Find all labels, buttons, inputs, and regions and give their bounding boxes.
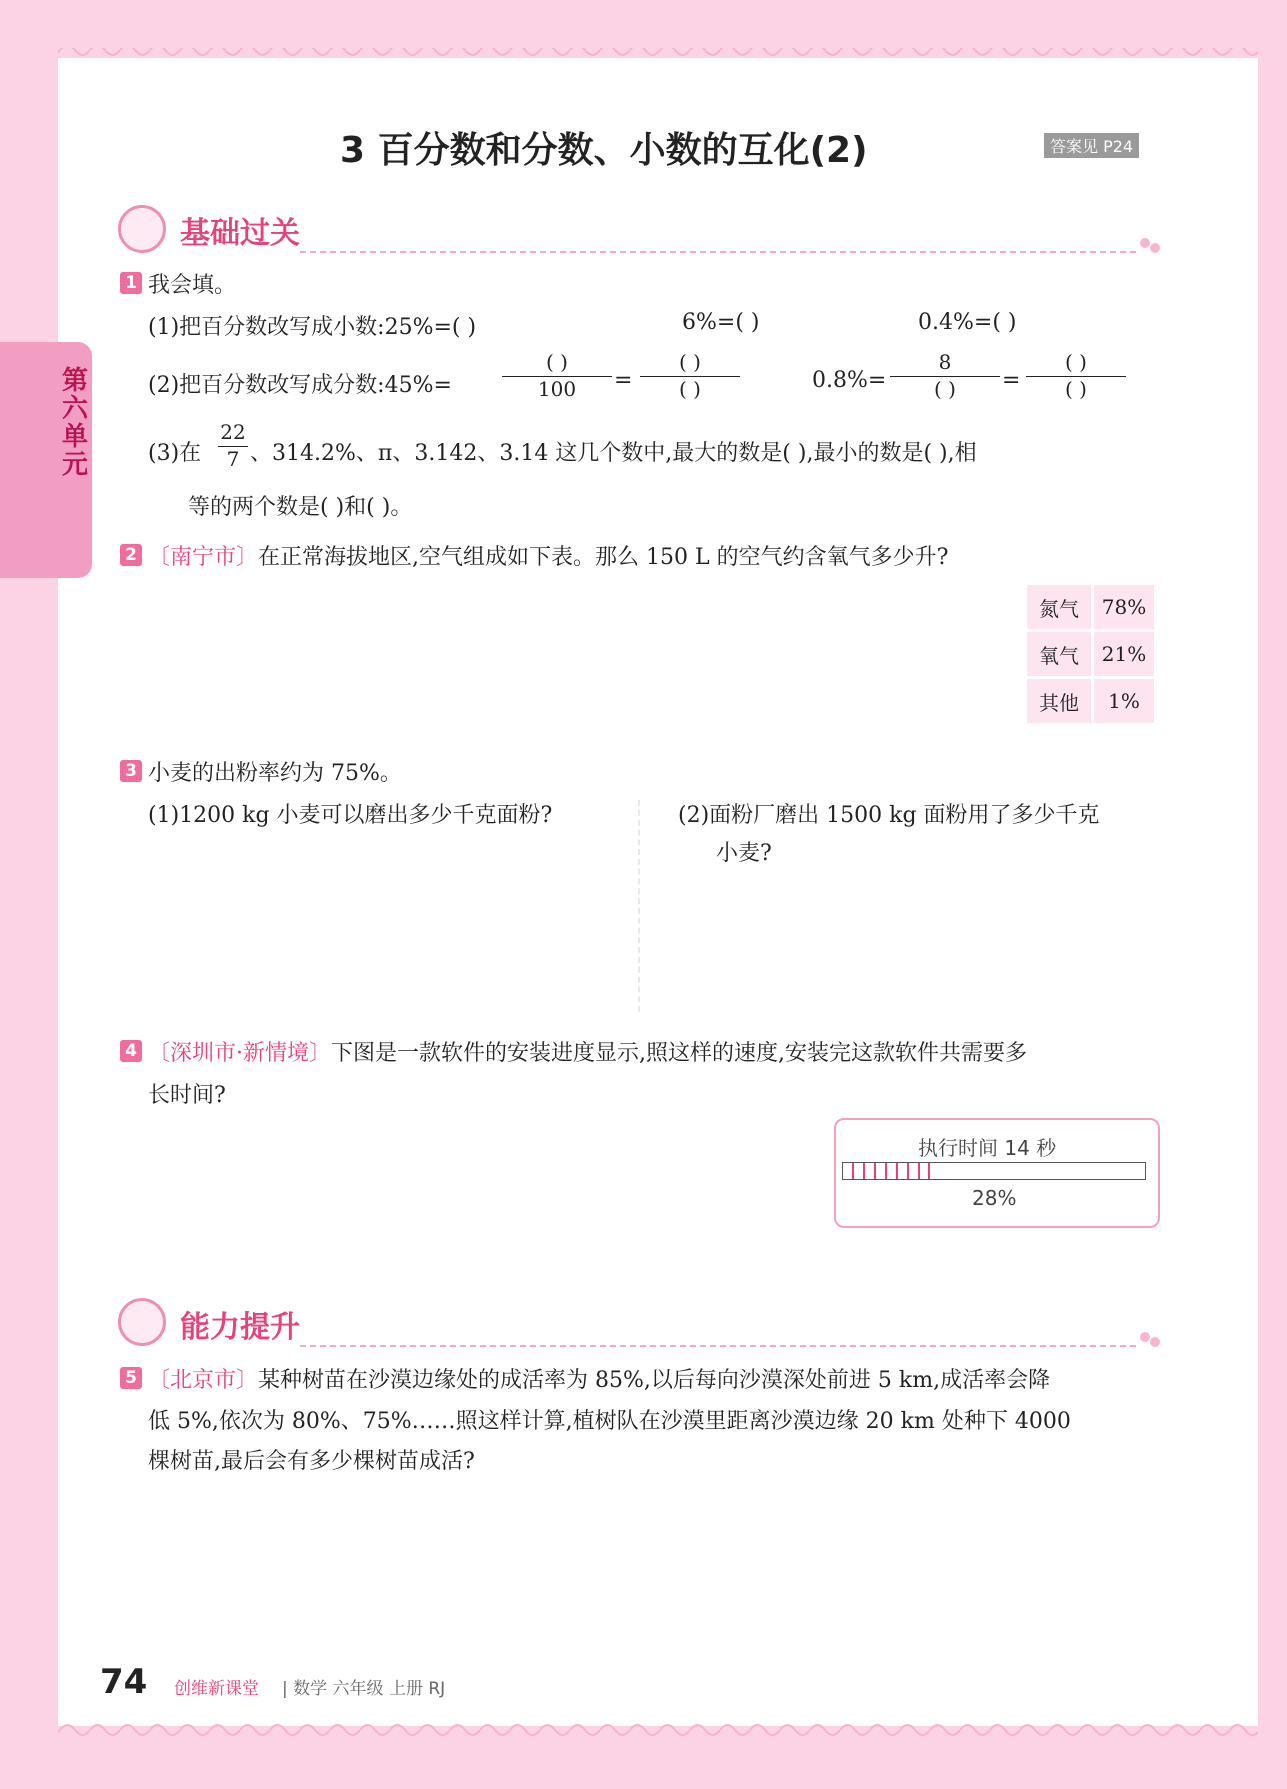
table-row: 氧气 21% — [1027, 632, 1154, 676]
fraction: $\frac{22}{7}$ — [218, 420, 248, 471]
q4-source: 〔深圳市·新情境〕 — [148, 1041, 331, 1066]
q3-part2-line2: 小麦? — [716, 841, 772, 866]
column-divider — [638, 800, 640, 1012]
q4-text-line2: 长时间? — [148, 1083, 226, 1108]
table-row: 其他 1% — [1027, 679, 1154, 723]
q3-stem: 小麦的出粉率约为 75%。 — [148, 761, 402, 786]
unit-side-tab-label: 第六单元 — [57, 366, 88, 478]
q1-part1-b: 6%=( ) — [682, 310, 760, 335]
q1-part3-line2: 等的两个数是( )和( )。 — [188, 495, 413, 520]
footer-brand: 创维新课堂 — [174, 1679, 259, 1699]
q5-body: 某种树苗在沙漠边缘处的成活率为 85%,以后每向沙漠深处前进 5 km,成活率会降 — [258, 1368, 1051, 1393]
divider-dot — [1140, 1332, 1150, 1342]
progress-percent-label: 28% — [972, 1186, 1017, 1210]
q1-part1: (1)把百分数改写成小数:25%=( ) — [148, 315, 477, 340]
fraction: ( ) ( ) — [640, 350, 740, 401]
question-number: 5 — [120, 1367, 142, 1389]
q1-part2-b: 0.8%= — [812, 368, 887, 393]
fraction: ( ) ( ) — [1026, 350, 1126, 401]
q1-part1-c: 0.4%=( ) — [918, 310, 1017, 335]
fraction: 8 ( ) — [890, 350, 1000, 401]
divider-dot — [1150, 243, 1160, 253]
q5-source: 〔北京市〕 — [148, 1368, 259, 1393]
q1-part3-prefix: (3)在 — [148, 441, 202, 466]
q5-text-line3: 棵树苗,最后会有多少棵树苗成活? — [148, 1449, 475, 1474]
q4-body: 下图是一款软件的安装进度显示,照这样的速度,安装完这款软件共需要多 — [331, 1041, 1027, 1066]
section-heading-basic: 基础过关 — [180, 216, 300, 251]
q4-text — [148, 1036, 1027, 1067]
page-title: 3 百分数和分数、小数的互化(2) — [340, 130, 868, 171]
equals-sign: = — [1002, 368, 1021, 393]
divider-dot — [1140, 238, 1150, 248]
table-row: 氮气 78% — [1027, 585, 1154, 629]
q2-body: 在正常海拔地区,空气组成如下表。那么 150 L 的空气约含氧气多少升? — [258, 545, 949, 570]
answer-reference-badge: 答案见 P24 — [1044, 133, 1139, 158]
air-composition-table — [1024, 582, 1157, 726]
section-heading-advanced: 能力提升 — [180, 1310, 300, 1345]
q3-part2: (2)面粉厂磨出 1500 kg 面粉用了多少千克 — [678, 803, 1100, 828]
q2-text — [148, 540, 948, 571]
progress-bar-fill — [843, 1163, 930, 1179]
divider-dot — [1150, 1337, 1160, 1347]
q3-part1: (1)1200 kg 小麦可以磨出多少千克面粉? — [148, 803, 553, 828]
fraction: ( ) 100 — [502, 350, 612, 401]
girl-avatar-icon — [118, 205, 166, 253]
q1-stem: 我会填。 — [148, 273, 237, 298]
execution-time-label: 执行时间 14 秒 — [918, 1136, 1057, 1160]
q1-part2: (2)把百分数改写成分数:45%= — [148, 373, 452, 398]
section-divider — [300, 1345, 1136, 1347]
q5-text — [148, 1363, 1050, 1394]
equals-sign: = — [614, 368, 633, 393]
progress-bar — [842, 1162, 1146, 1180]
question-number: 1 — [120, 272, 142, 294]
question-number: 2 — [120, 544, 142, 566]
q2-source: 〔南宁市〕 — [148, 545, 259, 570]
question-number: 3 — [120, 760, 142, 782]
section-divider — [300, 251, 1136, 253]
question-number: 4 — [120, 1040, 142, 1062]
page-number: 74 — [100, 1662, 148, 1702]
boy-avatar-icon — [118, 1298, 166, 1346]
q5-text-line2: 低 5%,依次为 80%、75%……照这样计算,植树队在沙漠里距离沙漠边缘 20 km 处种下 4000 — [148, 1409, 1071, 1434]
footer-info: | 数学 六年级 上册 RJ — [282, 1679, 446, 1699]
q1-part3: 、314.2%、π、3.142、3.14 这几个数中,最大的数是( ),最小的数是( ),相 — [250, 441, 977, 466]
